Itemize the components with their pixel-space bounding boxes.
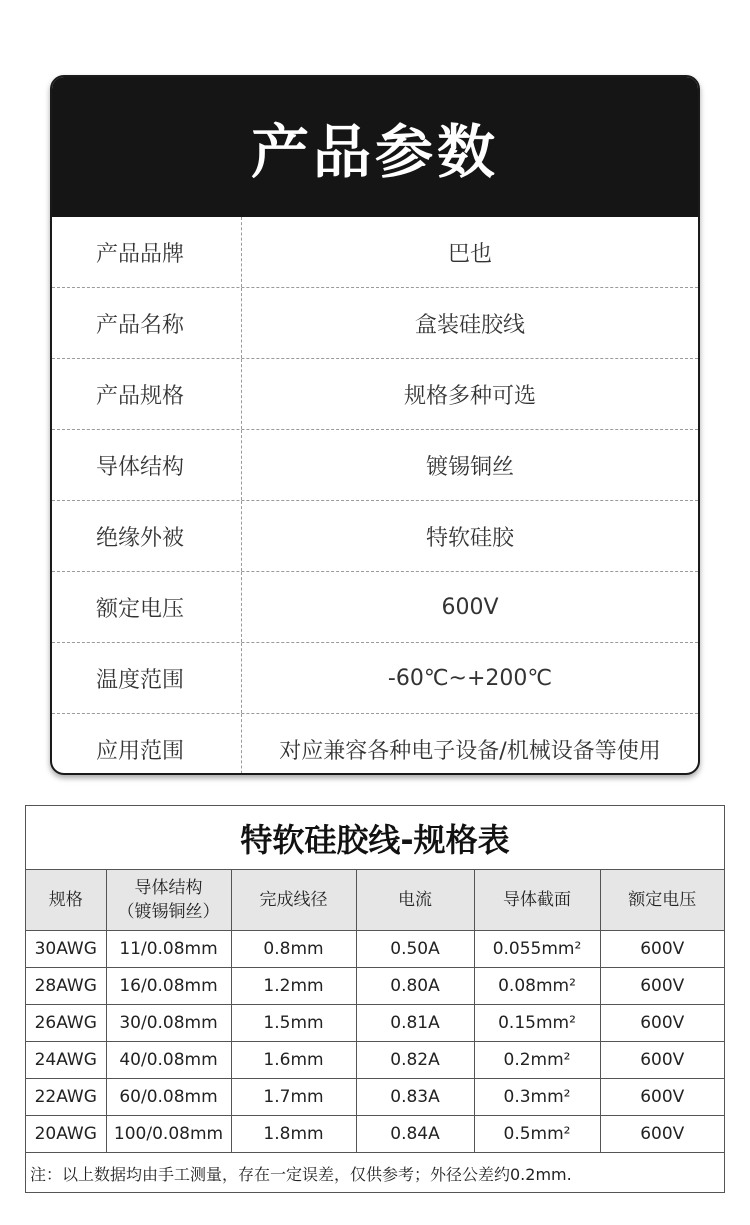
cell-current: 0.83A xyxy=(356,1079,474,1116)
spec-header-row xyxy=(26,870,724,931)
param-value: 巴也 xyxy=(447,241,492,267)
param-label: 导体结构 xyxy=(52,430,242,500)
cell-diameter: 1.2mm xyxy=(231,968,356,1005)
param-value: 600V xyxy=(441,594,499,620)
measurement-note: 注：以上数据均由手工测量，存在一定误差，仅供参考；外径公差约0.2mm. xyxy=(30,1164,572,1184)
spec-table-panel xyxy=(25,805,725,1193)
cell-gauge: 24AWG xyxy=(26,1042,106,1079)
param-label: 应用范围 xyxy=(52,714,242,775)
param-label: 温度范围 xyxy=(52,643,242,713)
cell-conductor: 30/0.08mm xyxy=(106,1005,231,1042)
cell-conductor: 11/0.08mm xyxy=(106,931,231,968)
param-row-insulation xyxy=(52,501,698,572)
param-value: -60℃~+200℃ xyxy=(387,665,553,691)
cell-voltage: 600V xyxy=(600,1079,724,1116)
param-label: 额定电压 xyxy=(52,572,242,642)
cell-diameter: 1.6mm xyxy=(231,1042,356,1079)
cell-cross-section: 0.08mm² xyxy=(474,968,600,1005)
param-row-voltage xyxy=(52,572,698,643)
cell-diameter: 1.5mm xyxy=(231,1005,356,1042)
header-gauge: 规格 xyxy=(26,870,106,931)
cell-voltage: 600V xyxy=(600,1042,724,1079)
header-diameter: 完成线径 xyxy=(231,870,356,931)
param-row-brand xyxy=(52,217,698,288)
param-value: 特软硅胶 xyxy=(425,525,514,551)
params-title: 产品参数 xyxy=(52,77,698,217)
cell-gauge: 22AWG xyxy=(26,1079,106,1116)
cell-diameter: 1.7mm xyxy=(231,1079,356,1116)
header-voltage: 额定电压 xyxy=(600,870,724,931)
cell-voltage: 600V xyxy=(600,968,724,1005)
cell-current: 0.82A xyxy=(356,1042,474,1079)
param-label: 产品名称 xyxy=(52,288,242,358)
cell-cross-section: 0.055mm² xyxy=(474,931,600,968)
cell-conductor: 40/0.08mm xyxy=(106,1042,231,1079)
spec-table-title: 特软硅胶线-规格表 xyxy=(26,806,724,870)
header-conductor xyxy=(106,870,231,931)
cell-cross-section: 0.5mm² xyxy=(474,1116,600,1153)
cell-gauge: 26AWG xyxy=(26,1005,106,1042)
cell-voltage: 600V xyxy=(600,1005,724,1042)
product-params-card xyxy=(50,75,700,775)
cell-cross-section: 0.3mm² xyxy=(474,1079,600,1116)
table-row xyxy=(26,968,724,1005)
header-conductor-line1: 导体结构 xyxy=(134,878,203,898)
param-row-name xyxy=(52,288,698,359)
param-row-temperature xyxy=(52,643,698,714)
cell-diameter: 0.8mm xyxy=(231,931,356,968)
param-label: 绝缘外被 xyxy=(52,501,242,571)
param-row-spec xyxy=(52,359,698,430)
table-row xyxy=(26,1079,724,1116)
param-row-application xyxy=(52,714,698,775)
header-current: 电流 xyxy=(356,870,474,931)
cell-diameter: 1.8mm xyxy=(231,1116,356,1153)
param-value: 盒装硅胶线 xyxy=(414,312,525,338)
cell-gauge: 30AWG xyxy=(26,931,106,968)
table-row xyxy=(26,1042,724,1079)
param-label: 产品品牌 xyxy=(52,217,242,287)
spec-table xyxy=(26,870,724,1153)
header-conductor-line2: （镀锡铜丝） xyxy=(117,902,220,922)
cell-cross-section: 0.15mm² xyxy=(474,1005,600,1042)
table-row xyxy=(26,1116,724,1153)
cell-cross-section: 0.2mm² xyxy=(474,1042,600,1079)
table-row xyxy=(26,931,724,968)
cell-conductor: 60/0.08mm xyxy=(106,1079,231,1116)
cell-current: 0.50A xyxy=(356,931,474,968)
header-cross-section: 导体截面 xyxy=(474,870,600,931)
param-label: 产品规格 xyxy=(52,359,242,429)
cell-conductor: 16/0.08mm xyxy=(106,968,231,1005)
cell-current: 0.84A xyxy=(356,1116,474,1153)
param-value: 对应兼容各种电子设备/机械设备等使用 xyxy=(279,738,661,764)
param-value: 规格多种可选 xyxy=(403,383,536,409)
cell-current: 0.81A xyxy=(356,1005,474,1042)
cell-gauge: 20AWG xyxy=(26,1116,106,1153)
cell-conductor: 100/0.08mm xyxy=(106,1116,231,1153)
cell-current: 0.80A xyxy=(356,968,474,1005)
table-row xyxy=(26,1005,724,1042)
cell-voltage: 600V xyxy=(600,1116,724,1153)
param-value: 镀锡铜丝 xyxy=(425,454,514,480)
cell-voltage: 600V xyxy=(600,931,724,968)
param-row-conductor xyxy=(52,430,698,501)
cell-gauge: 28AWG xyxy=(26,968,106,1005)
